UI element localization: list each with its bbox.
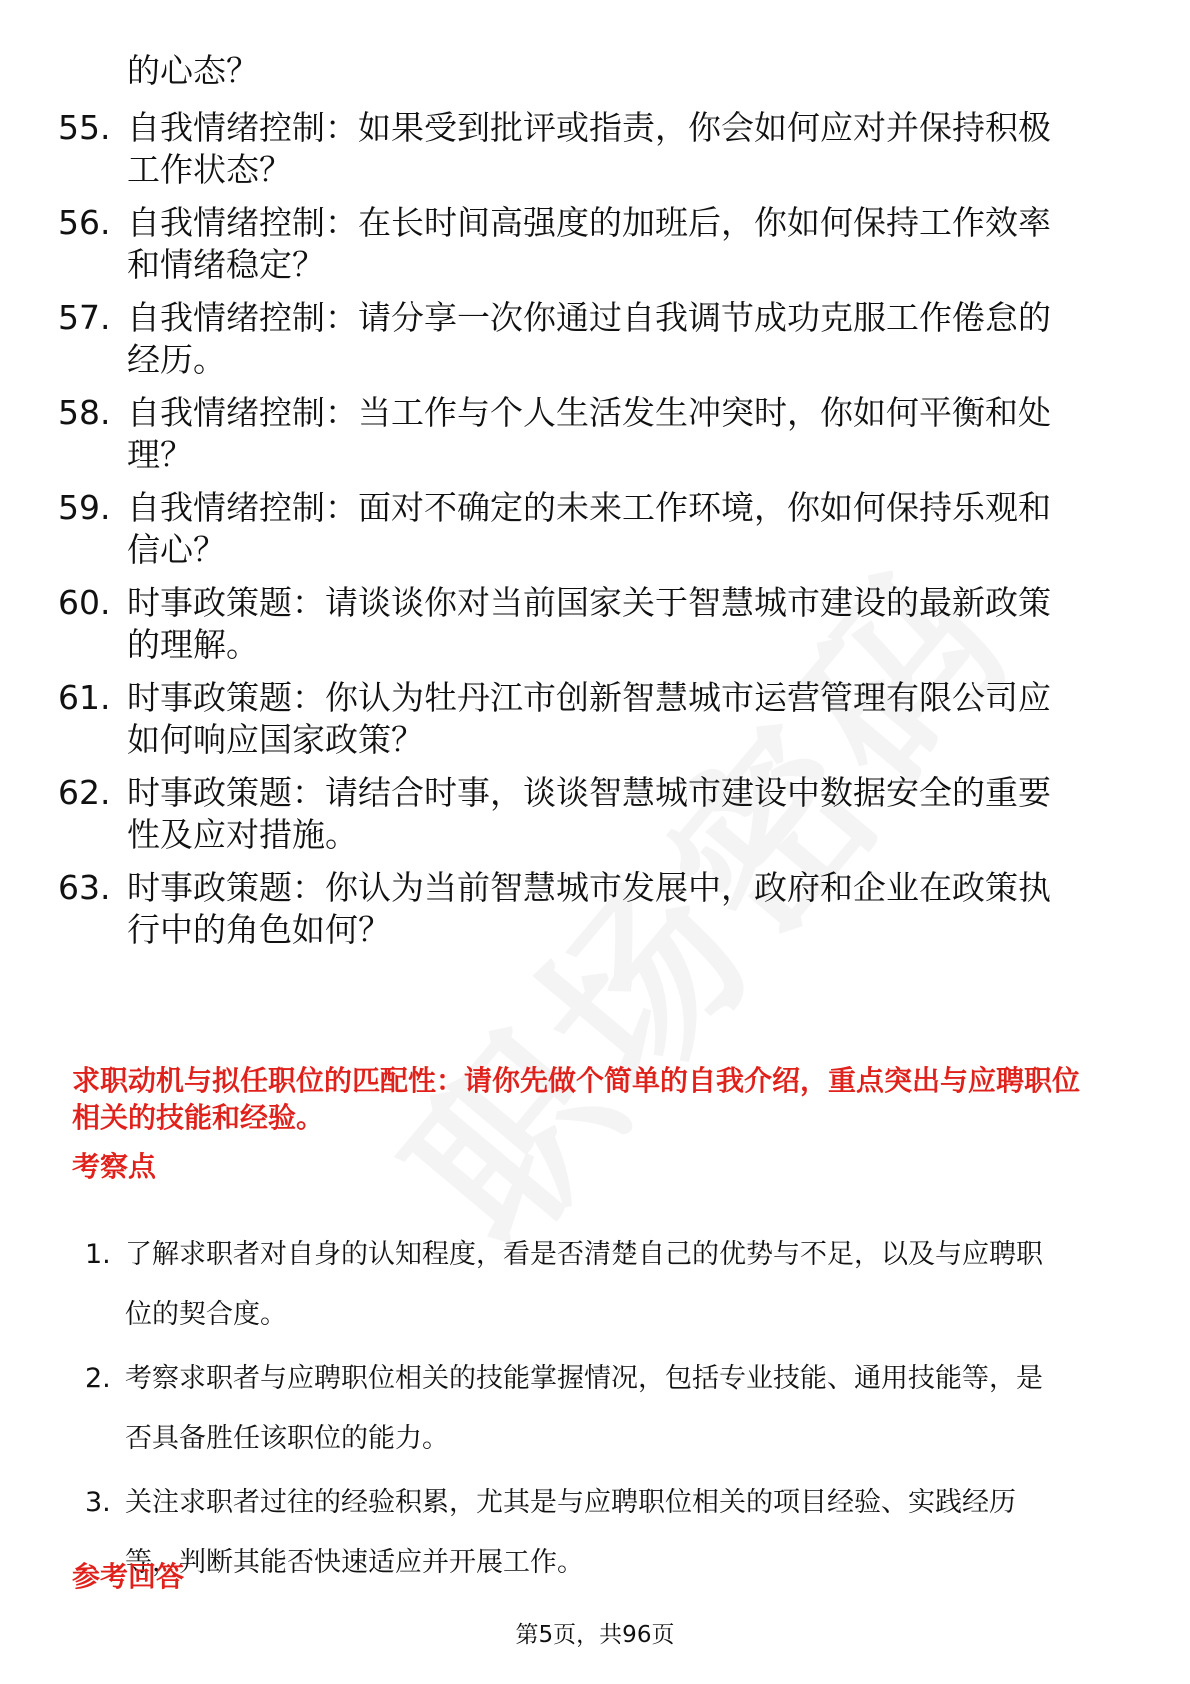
question-text: 时事政策题：你认为当前智慧城市发展中，政府和企业在政策执 行中的角色如何？ [127, 868, 1051, 949]
list-item [85, 1349, 1125, 1469]
section-title: 求职动机与拟任职位的匹配性：请你先做个简单的自我介绍，重点突出与应聘职位 相关的技能和经验。 [72, 1064, 1081, 1134]
question-number: 58. [58, 393, 111, 432]
point-number: 3. [85, 1487, 111, 1518]
page-number: 第5页，共96页 [515, 1622, 675, 1648]
question-item [58, 487, 1118, 571]
question-text: 自我情绪控制：如果受到批评或指责，你会如何应对并保持积极 工作状态？ [127, 108, 1051, 189]
question-item [58, 582, 1118, 666]
question-continuation: 的心态？ [127, 51, 259, 90]
question-number: 56. [58, 203, 111, 242]
question-number: 57. [58, 298, 111, 337]
question-number: 61. [58, 678, 111, 717]
question-text: 自我情绪控制：面对不确定的未来工作环境，你如何保持乐观和 信心？ [127, 488, 1051, 569]
question-item [58, 867, 1118, 951]
question-item [58, 202, 1118, 286]
question-number: 63. [58, 868, 111, 907]
point-number: 1. [85, 1239, 111, 1270]
question-text: 自我情绪控制：请分享一次你通过自我调节成功克服工作倦怠的 经历。 [127, 298, 1051, 379]
question-text: 时事政策题：请结合时事，谈谈智慧城市建设中数据安全的重要 性及应对措施。 [127, 773, 1051, 854]
question-text: 自我情绪控制：当工作与个人生活发生冲突时，你如何平衡和处 理？ [127, 393, 1051, 474]
list-item [85, 1225, 1125, 1345]
point-number: 2. [85, 1363, 111, 1394]
question-item [58, 772, 1118, 856]
examine-points-list [85, 1225, 1125, 1597]
answer-heading: 参考回答 [72, 1560, 185, 1593]
question-number: 59. [58, 488, 111, 527]
question-text: 自我情绪控制：在长时间高强度的加班后，你如何保持工作效率 和情绪稳定？ [127, 203, 1051, 284]
question-number: 62. [58, 773, 111, 812]
question-item [58, 392, 1118, 476]
point-text: 了解求职者对自身的认知程度，看是否清楚自己的优势与不足，以及与应聘职 位的契合度。 [125, 1239, 1043, 1330]
question-item [58, 677, 1118, 761]
question-text: 时事政策题：请谈谈你对当前国家关于智慧城市建设的最新政策 的理解。 [127, 583, 1051, 664]
question-number: 55. [58, 108, 111, 147]
question-item [58, 297, 1118, 381]
point-text: 关注求职者过往的经验积累，尤其是与应聘职位相关的项目经验、实践经历 等，判断其能否快速适应并开展工作。 [125, 1487, 1016, 1578]
question-text: 时事政策题：你认为牡丹江市创新智慧城市运营管理有限公司应 如何响应国家政策？ [127, 678, 1051, 759]
list-item [85, 1473, 1125, 1593]
examine-heading: 考察点 [72, 1150, 157, 1183]
question-number: 60. [58, 583, 111, 622]
question-item [58, 107, 1118, 191]
point-text: 考察求职者与应聘职位相关的技能掌握情况，包括专业技能、通用技能等，是 否具备胜任该职位的能力。 [125, 1363, 1043, 1454]
